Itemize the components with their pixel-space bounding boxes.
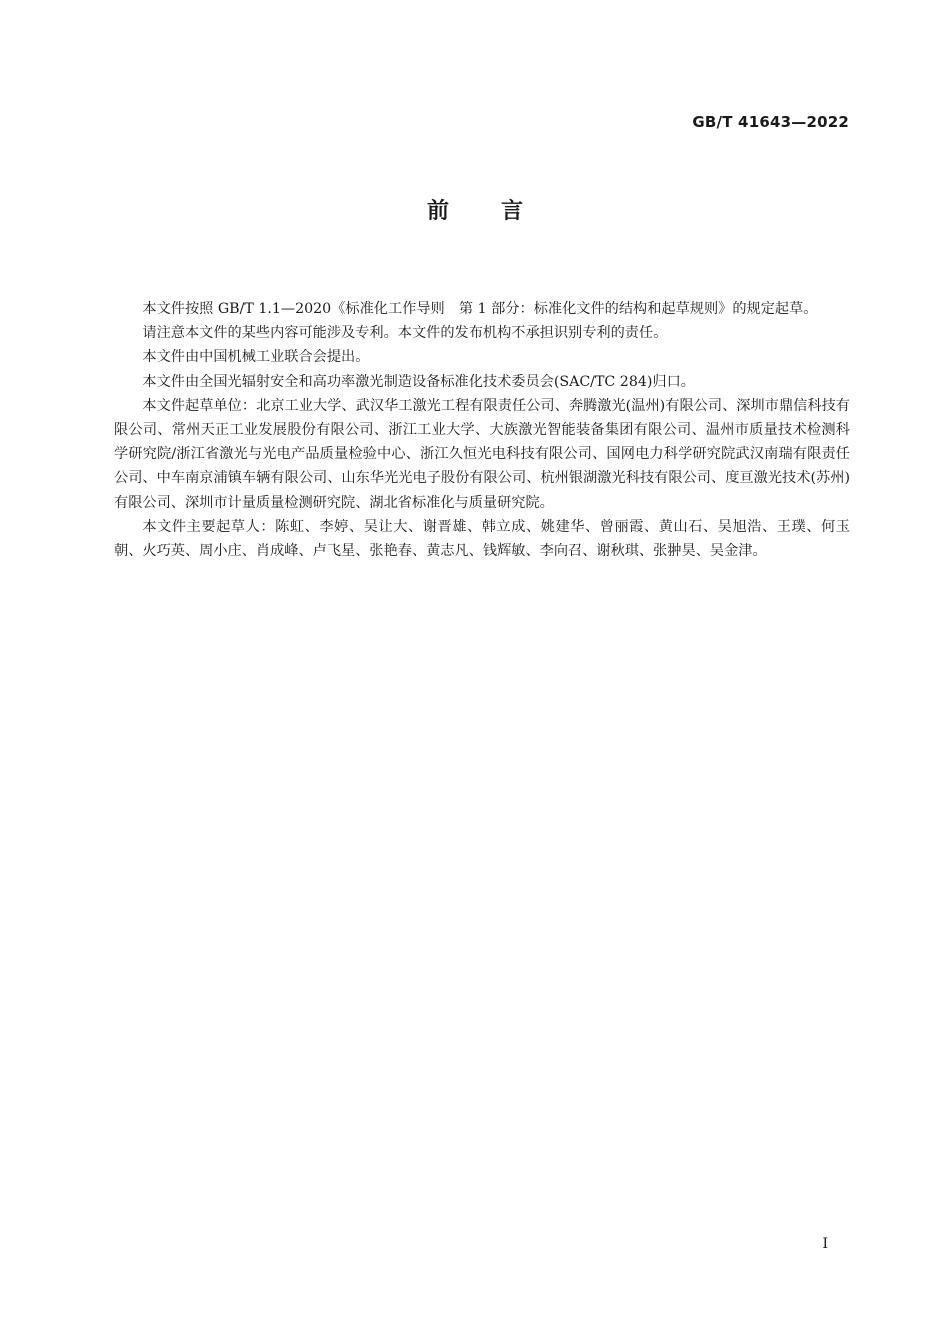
foreword-body (114, 297, 850, 563)
paragraph-drafting-organizations: 本文件起草单位：北京工业大学、武汉华工激光工程有限责任公司、奔腾激光(温州)有限公司、深圳市鼎信科技有限公司、常州天正工业发展股份有限公司、浙江工业大学、大族激光智能装备集团有限公司、温州市质量技术检测科学研究院/浙江省激光与光电产品质量检验中心、浙江久恒光电科技有限公司、国网电力科学研究院武汉南瑞有限责任公司、中车南京浦镇车辆有限公司、山东华光光电子股份有限公司、杭州银湖激光科技有限公司、度亘激光技术(苏州)有限公司、深圳市计量质量检测研究院、湖北省标准化与质量研究院。 (114, 397, 850, 511)
paragraph-proposed-by: 本文件由中国机械工业联合会提出。 (142, 349, 370, 366)
paragraph-under-jurisdiction: 本文件由全国光辐射安全和高功率激光制造设备标准化技术委员会(SAC/TC 284)归口。 (142, 373, 695, 390)
standard-number: GB/T 41643—2022 (692, 113, 849, 131)
paragraph-patent-notice: 请注意本文件的某些内容可能涉及专利。本文件的发布机构不承担识别专利的责任。 (142, 325, 668, 342)
page-number: I (822, 1236, 828, 1252)
paragraph-main-drafters: 本文件主要起草人：陈虹、李婷、吴让大、谢晋雄、韩立成、姚建华、曾丽霞、黄山石、吴旭浩、王璞、何玉朝、火巧英、周小庄、肖成峰、卢飞星、张艳春、黄志凡、钱辉敏、李向召、谢秋琪、张翀昊、吴金津。 (114, 518, 850, 560)
page-title: 前言 (426, 199, 575, 224)
paragraph-drafting-rules: 本文件按照 GB/T 1.1—2020《标准化工作导则 第 1 部分：标准化文件的结构和起草规则》的规定起草。 (142, 301, 818, 317)
